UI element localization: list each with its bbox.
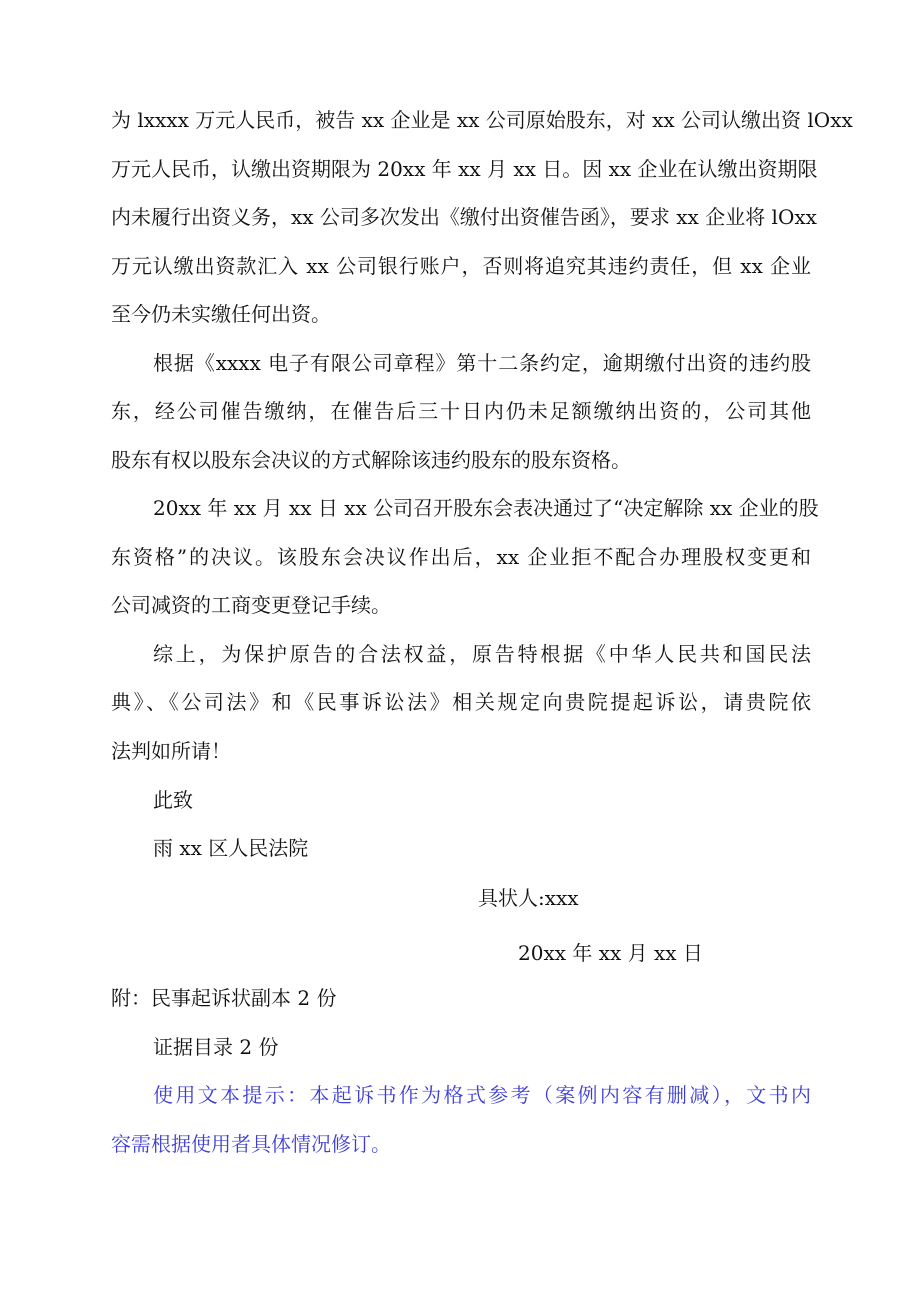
attachments-label: 附：民事起诉状副本 2 份	[111, 986, 337, 1010]
text-line: 公司减资的工商变更登记手续。	[111, 593, 391, 617]
text-line: 股东有权以股东会决议的方式解除该违约股东的股东资格。	[111, 448, 631, 472]
text-line: 至今仍未实缴任何出资。	[111, 302, 331, 326]
document-date: 20xx 年 xx 月 xx 日	[518, 941, 703, 965]
text-line: 内未履行出资义务，xx 公司多次发出《缴付出资催告函》，要求 xx 企业将 lOxx	[111, 205, 817, 229]
court-name: 雨 xx 区人民法院	[153, 836, 309, 860]
text-line: 典》、《公司法》和《民事诉讼法》相关规定向贵院提起诉讼，请贵院依	[111, 690, 811, 714]
text-line: 综上，为保护原告的合法权益，原告特根据《中华人民共和国民法	[153, 642, 811, 666]
text-line: 为 lxxxx 万元人民币，被告 xx 企业是 xx 公司原始股东，对 xx 公司认缴出资 lOxx	[111, 108, 853, 132]
text-line: 东资格”的决议。该股东会决议作出后，xx 企业拒不配合办理股权变更和	[111, 545, 811, 569]
text-line: 万元人民币，认缴出资期限为 20xx 年 xx 月 xx 日。因 xx 企业在认缴出资期限	[111, 157, 818, 181]
usage-note-line: 使用文本提示：本起诉书作为格式参考（案例内容有删减），文书内	[153, 1083, 811, 1107]
text-line: 根据《xxxx 电子有限公司章程》第十二条约定，逾期缴付出资的违约股	[153, 351, 811, 375]
text-line: 东，经公司催告缴纳，在催告后三十日内仍未足额缴纳出资的，公司其他	[111, 399, 811, 423]
text-line: 万元认缴出资款汇入 xx 公司银行账户，否则将追究其违约责任，但 xx 企业	[111, 254, 811, 278]
text-line: 法判如所请！	[111, 739, 231, 763]
salutation: 此致	[153, 788, 193, 812]
text-line: 20xx 年 xx 月 xx 日 xx 公司召开股东会表决通过了“决定解除 xx 企业的股	[153, 496, 819, 520]
attachments-item: 证据目录 2 份	[153, 1035, 279, 1059]
signature: 具状人:xxx	[478, 886, 579, 910]
usage-note-line: 容需根据使用者具体情况修订。	[111, 1132, 391, 1156]
